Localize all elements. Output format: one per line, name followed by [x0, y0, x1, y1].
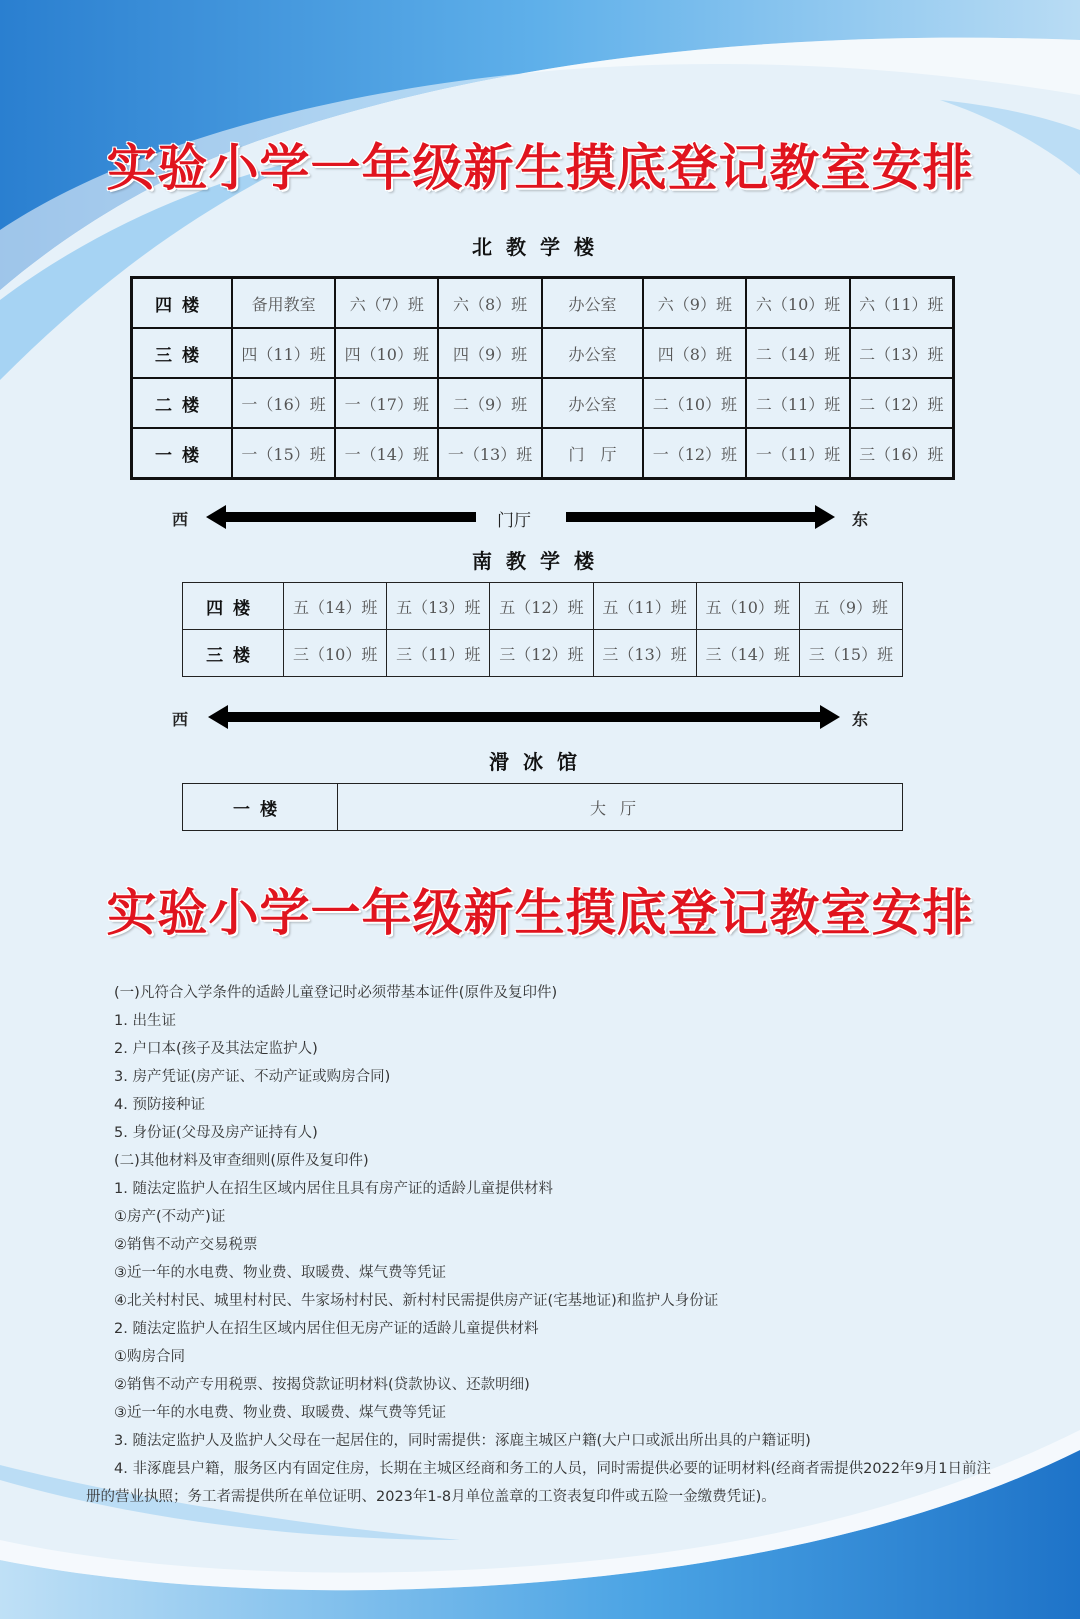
floor-label: 四楼 — [183, 583, 284, 630]
note-line: 1. 随法定监护人在招生区域内居住且具有房产证的适龄儿童提供材料 — [114, 1181, 553, 1197]
room-cell: 五（9）班 — [799, 583, 902, 630]
room-cell: 一（12）班 — [643, 428, 746, 479]
requirements-notes — [86, 979, 1002, 1511]
note-line: 2. 随法定监护人在招生区域内居住但无房产证的适龄儿童提供材料 — [114, 1321, 539, 1337]
west-label: 西 — [172, 510, 189, 529]
south-building-title: 南教学楼 — [472, 549, 608, 573]
room-cell: 五（13）班 — [387, 583, 490, 630]
west-label-south: 西 — [172, 710, 189, 729]
note-line: (一)凡符合入学条件的适龄儿童登记时必须带基本证件(原件及复印件) — [114, 985, 558, 1001]
room-cell: 办公室 — [542, 278, 644, 329]
room-cell: 二（12）班 — [850, 378, 954, 428]
floor-label: 四楼 — [132, 278, 232, 329]
room-cell: 三（15）班 — [799, 630, 902, 677]
north-west-arrow — [206, 505, 476, 529]
room-cell: 三（11）班 — [387, 630, 490, 677]
table-row — [183, 630, 903, 677]
room-cell: 办公室 — [542, 328, 644, 378]
room-cell: 四（9）班 — [438, 328, 541, 378]
note-line: 3. 随法定监护人及监护人父母在一起居住的，同时需提供：涿鹿主城区户籍(大户口或派出所出具的户籍证明) — [114, 1433, 811, 1449]
room-cell: 五（12）班 — [490, 583, 593, 630]
room-cell: 六（11）班 — [850, 278, 954, 329]
table-row — [183, 784, 903, 831]
room-cell: 二（10）班 — [643, 378, 746, 428]
room-cell: 大厅 — [338, 784, 903, 831]
north-east-arrow — [566, 505, 835, 529]
room-cell: 备用教室 — [232, 278, 335, 329]
room-cell: 三（12）班 — [490, 630, 593, 677]
floor-label: 三楼 — [183, 630, 284, 677]
main-title-2: 实验小学一年级新生摸底登记教室安排 — [106, 884, 974, 942]
floor-label: 一楼 — [183, 784, 338, 831]
room-cell: 一（17）班 — [335, 378, 438, 428]
room-cell: 一（15）班 — [232, 428, 335, 479]
room-cell: 三（10）班 — [284, 630, 387, 677]
note-line: ③近一年的水电费、物业费、取暖费、煤气费等凭证 — [114, 1265, 446, 1281]
room-cell: 六（9）班 — [643, 278, 746, 329]
note-line: 2. 户口本(孩子及其法定监护人) — [114, 1041, 318, 1057]
note-line: 1. 出生证 — [114, 1013, 176, 1029]
room-cell: 三（16）班 — [850, 428, 954, 479]
note-line: ②销售不动产专用税票、按揭贷款证明材料(贷款协议、还款明细) — [114, 1377, 530, 1393]
note-line: ①购房合同 — [114, 1349, 185, 1365]
room-cell: 四（8）班 — [643, 328, 746, 378]
note-line: 4. 预防接种证 — [114, 1097, 205, 1113]
rink-title: 滑冰馆 — [489, 750, 591, 774]
south-double-arrow — [208, 705, 840, 729]
room-cell: 二（11）班 — [746, 378, 849, 428]
note-line: ③近一年的水电费、物业费、取暖费、煤气费等凭证 — [114, 1405, 446, 1421]
note-line: 5. 身份证(父母及房产证持有人) — [114, 1125, 318, 1141]
room-cell: 一（14）班 — [335, 428, 438, 479]
room-cell: 一（11）班 — [746, 428, 849, 479]
room-cell: 三（14）班 — [696, 630, 799, 677]
note-line: ④北关村村民、城里村村民、牛家场村村民、新村村民需提供房产证(宅基地证)和监护人身份证 — [114, 1293, 719, 1309]
floor-label: 三楼 — [132, 328, 232, 378]
note-line: ②销售不动产交易税票 — [114, 1237, 258, 1253]
east-label-south: 东 — [852, 710, 869, 729]
rink-table — [182, 783, 903, 831]
north-building-title: 北教学楼 — [472, 235, 608, 259]
room-cell: 一（16）班 — [232, 378, 335, 428]
room-cell: 六（10）班 — [746, 278, 849, 329]
room-cell: 办公室 — [542, 378, 644, 428]
room-cell: 一（13）班 — [438, 428, 541, 479]
table-row — [183, 583, 903, 630]
room-cell: 六（8）班 — [438, 278, 541, 329]
room-cell: 二（9）班 — [438, 378, 541, 428]
room-cell: 门 厅 — [542, 428, 644, 479]
room-cell: 五（11）班 — [593, 583, 696, 630]
note-line: (二)其他材料及审查细则(原件及复印件) — [114, 1153, 369, 1169]
room-cell: 二（13）班 — [850, 328, 954, 378]
room-cell: 五（10）班 — [696, 583, 799, 630]
main-title: 实验小学一年级新生摸底登记教室安排 — [106, 139, 974, 197]
room-cell: 六（7）班 — [335, 278, 438, 329]
room-cell: 四（10）班 — [335, 328, 438, 378]
floor-label: 一楼 — [132, 428, 232, 479]
room-cell: 五（14）班 — [284, 583, 387, 630]
note-line: 4. 非涿鹿县户籍，服务区内有固定住房，长期在主城区经商和务工的人员，同时需提供必要的证明材料(经商者需提供2022年9月1日前注册的营业执照；务工者需提供所在单位证明、2023年1-8月单位盖章的工资表复印件或五险一金缴费凭证)。 — [86, 1461, 991, 1505]
south-building-table — [182, 582, 903, 677]
note-line: ①房产(不动产)证 — [114, 1209, 226, 1225]
east-label: 东 — [852, 510, 869, 529]
room-cell: 三（13）班 — [593, 630, 696, 677]
room-cell: 二（14）班 — [746, 328, 849, 378]
room-cell: 四（11）班 — [232, 328, 335, 378]
note-line: 3. 房产凭证(房产证、不动产证或购房合同) — [114, 1069, 391, 1085]
floor-label: 二楼 — [132, 378, 232, 428]
gate-label: 门厅 — [497, 511, 531, 531]
